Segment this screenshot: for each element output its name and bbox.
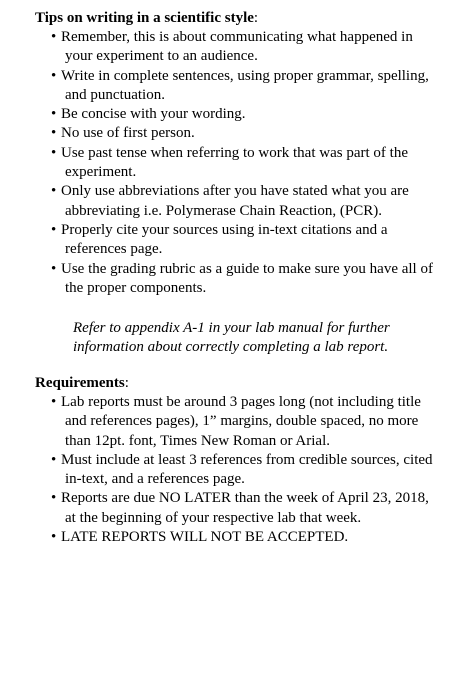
list-item	[0, 489, 439, 528]
tip-text: • Write in complete sentences, using proper grammar, spelling, and punctuation.	[61, 67, 429, 103]
list-item	[0, 182, 439, 221]
list-item	[0, 451, 439, 490]
list-item	[0, 124, 439, 143]
tip-text: • Remember, this is about communicating what happened in your experiment to an audience.	[61, 29, 413, 65]
appendix-note: Refer to appendix A-1 in your lab manual for further information about correctly completing a lab report.	[73, 320, 390, 355]
tip-text: • No use of first person.	[61, 125, 195, 142]
requirements-heading-colon: :	[124, 375, 129, 391]
requirement-text: • Reports are due NO LATER than the week of April 23, 2018, at the beginning of your respective lab that week.	[61, 490, 429, 526]
tip-text: • Use past tense when referring to work that was part of the experiment.	[61, 144, 408, 181]
tip-text: • Use the grading rubric as a guide to make sure you have all of the proper components.	[61, 260, 433, 296]
tips-heading	[35, 9, 258, 28]
list-item	[0, 105, 439, 124]
list-item	[0, 67, 439, 106]
list-item	[0, 528, 439, 547]
list-item	[0, 260, 439, 299]
tip-text: • Only use abbreviations after you have stated what you are abbreviating i.e. Polymerase Chain Reaction, (PCR).	[61, 183, 409, 219]
list-item	[0, 144, 439, 183]
requirements-list	[0, 393, 439, 547]
requirement-text: • LATE REPORTS WILL NOT BE ACCEPTED.	[61, 529, 349, 546]
tip-text: • Properly cite your sources using in-text citations and a references page.	[61, 221, 388, 258]
requirements-heading-label: Requirements	[35, 375, 125, 391]
list-item	[0, 221, 439, 260]
requirement-text: • Must include at least 3 references from credible sources, cited in-text, and a references page.	[61, 451, 433, 488]
tip-text: • Be concise with your wording.	[61, 106, 246, 123]
requirements-heading	[35, 374, 129, 393]
requirement-text: • Lab reports must be around 3 pages long (not including title and references pages), 1” margins, double spaced, no more than 12pt. font, Times New Roman or Arial.	[61, 394, 421, 449]
tips-heading-colon: :	[253, 10, 259, 26]
tips-heading-label: Tips on writing in a scientific style	[35, 10, 254, 26]
list-item	[0, 28, 439, 67]
tips-list	[0, 28, 439, 298]
list-item	[0, 393, 439, 451]
